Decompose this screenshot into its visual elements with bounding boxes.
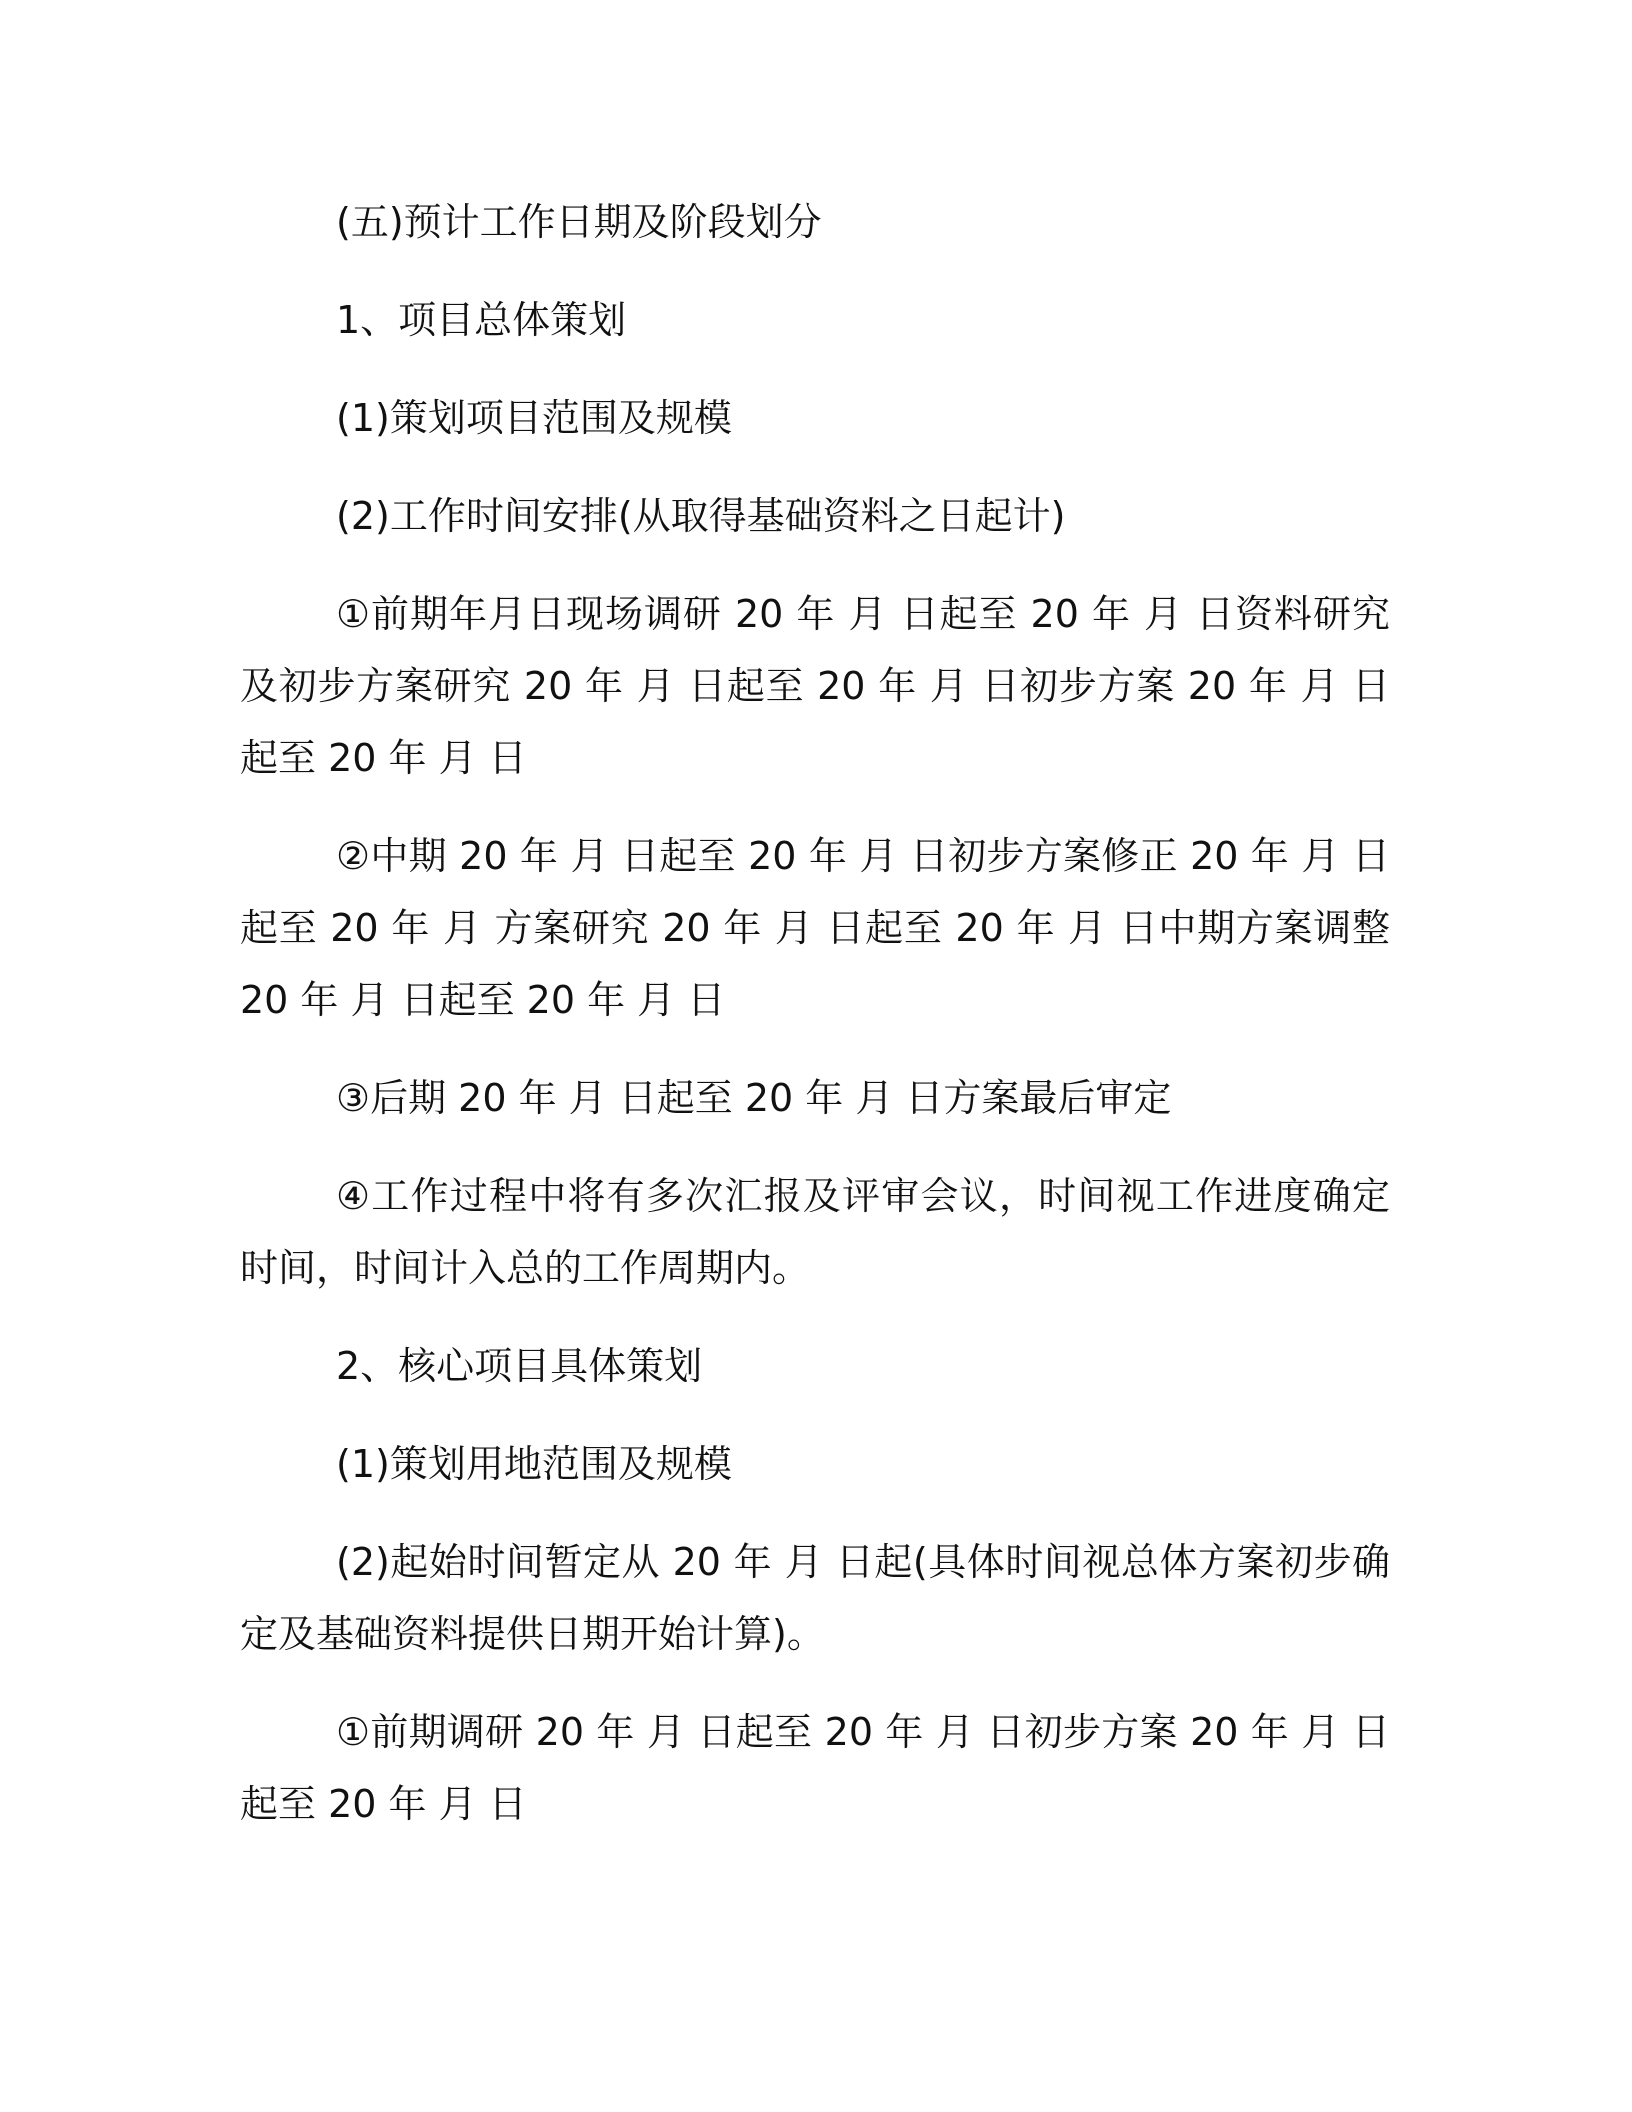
section-heading: (五)预计工作日期及阶段划分	[336, 200, 822, 244]
list-item: (2)工作时间安排(从取得基础资料之日起计)	[336, 494, 1066, 538]
list-item: (2)起始时间暂定从 20 年 月 日起(具体时间视总体方案初步确定及基础资料提供日期开始计算)。	[240, 1540, 1390, 1656]
schedule-item: ①前期年月日现场调研 20 年 月 日起至 20 年 月 日资料研究及初步方案研究 20 年 月 日起至 20 年 月 日初步方案 20 年 月 日起至 20 年 月 日	[240, 592, 1390, 780]
subsection-heading-1: 1、项目总体策划	[336, 298, 627, 342]
schedule-item: ③后期 20 年 月 日起至 20 年 月 日方案最后审定	[336, 1076, 1172, 1120]
list-item: (1)策划项目范围及规模	[336, 396, 732, 440]
document-body	[240, 186, 1390, 1866]
schedule-item: ①前期调研 20 年 月 日起至 20 年 月 日初步方案 20 年 月 日起至 20 年 月 日	[240, 1710, 1390, 1826]
subsection-heading-2: 2、核心项目具体策划	[336, 1344, 703, 1388]
schedule-item: ④工作过程中将有多次汇报及评审会议，时间视工作进度确定时间，时间计入总的工作周期内。	[240, 1174, 1390, 1290]
list-item: (1)策划用地范围及规模	[336, 1442, 732, 1486]
schedule-item: ②中期 20 年 月 日起至 20 年 月 日初步方案修正 20 年 月 日起至 20 年 月 方案研究 20 年 月 日起至 20 年 月 日中期方案调整 20 年 月 日起至 20 年 月 日	[240, 834, 1390, 1022]
